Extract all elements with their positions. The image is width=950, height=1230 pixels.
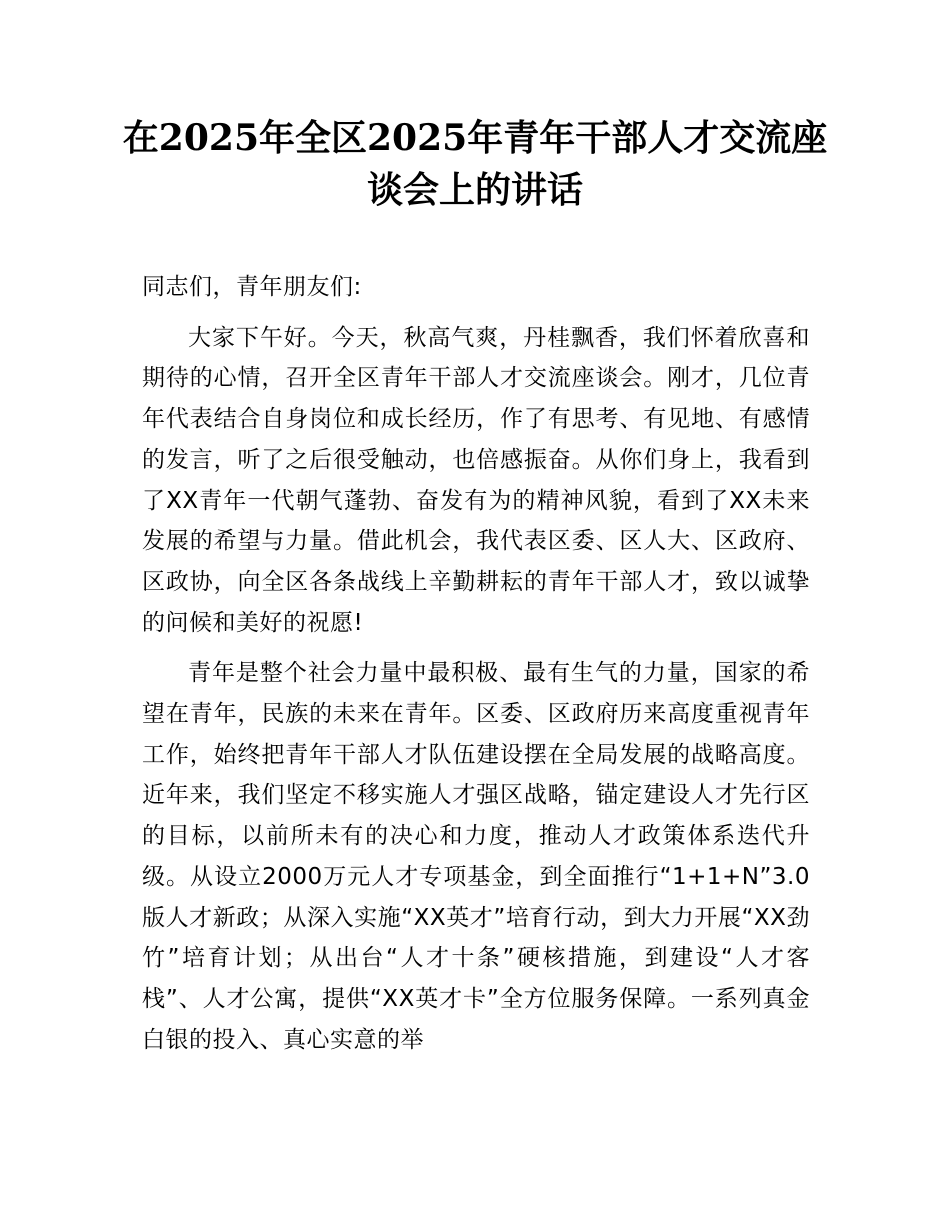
title-line-1: 在2025年全区2025年青年干部人才交流座: [122, 117, 828, 159]
salutation: 同志们，青年朋友们:: [142, 274, 362, 300]
document-title: [120, 112, 830, 216]
paragraph-2: 青年是整个社会力量中最积极、最有生气的力量，国家的希望在青年，民族的未来在青年。区委、区政府历来高度重视青年工作，始终把青年干部人才队伍建设摆在全局发展的战略高度。近年来，我们坚定不移实施人才强区战略，锚定建设人才先行区的目标，以前所未有的决心和力度，推动人才政策体系迭代升级。从设立2000万元人才专项基金，到全面推行“1+1+N”3.0版人才新政；从深入实施“XX英才”培育行动，到大力开展“XX劲竹”培育计划；从出台“人才十条”硬核措施，到建设“人才客栈”、人才公寓，提供“XX英才卡”全方位服务保障。一系列真金白银的投入、真心实意的举: [142, 660, 810, 1053]
document-body: [142, 267, 810, 1070]
paragraph-1: 大家下午好。今天，秋高气爽，丹桂飘香，我们怀着欣喜和期待的心情，召开全区青年干部人才交流座谈会。刚才，几位青年代表结合自身岗位和成长经历，作了有思考、有见地、有感情的发言，听了之后很受触动，也倍感振奋。从你们身上，我看到了XX青年一代朝气蓬勃、奋发有为的精神风貌，看到了XX未来发展的希望与力量。借此机会，我代表区委、区人大、区政府、区政协，向全区各条战线上辛勤耕耘的青年干部人才，致以诚挚的问候和美好的祝愿!: [142, 324, 810, 636]
title-line-2: 谈会上的讲话: [366, 169, 583, 211]
